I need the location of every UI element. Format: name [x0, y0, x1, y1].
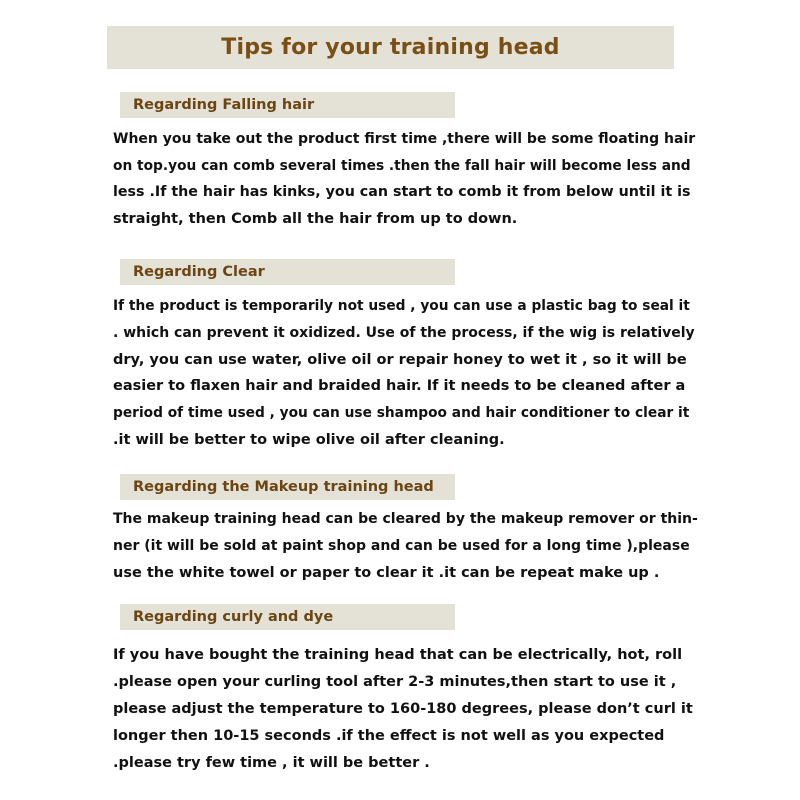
body-line: If the product is temporarily not used , you can use a plastic bag to seal it: [113, 298, 690, 314]
title-banner: [107, 26, 674, 69]
body-line: . which can prevent it oxidized. Use of the process, if the wig is relatively: [113, 324, 695, 341]
section-heading: Regarding the Makeup training head: [133, 479, 434, 495]
body-line: .please open your curling tool after 2-3 minutes,then start to use it ,: [113, 674, 677, 690]
body-line: If you have bought the training head that can be electrically, hot, roll: [113, 647, 683, 663]
body-line: use the white towel or paper to clear it .it can be repeat make up .: [113, 565, 660, 581]
section-body-clear: [113, 293, 699, 454]
body-line: The makeup training head can be cleared by the makeup remover or thin-: [113, 511, 698, 527]
body-line: .it will be better to wipe olive oil after cleaning.: [113, 431, 505, 448]
body-line: dry, you can use water, olive oil or repair honey to wet it , so it will be: [113, 351, 687, 368]
body-line: easier to flaxen hair and braided hair. If it needs to be cleaned after a: [113, 378, 686, 395]
body-line: When you take out the product first time ,there will be some floating hair: [113, 131, 696, 147]
body-line: please adjust the temperature to 160-180 degrees, please don’t curl it: [113, 701, 693, 717]
body-line: .please try few time , it will be better .: [113, 755, 430, 771]
body-line: longer then 10-15 seconds .if the effect is not well as you expected: [113, 728, 665, 744]
body-line: straight, then Comb all the hair from up to down.: [113, 210, 518, 227]
section-body-falling-hair: [113, 126, 699, 232]
section-heading: Regarding curly and dye: [133, 609, 334, 625]
body-line: period of time used , you can use shampoo and hair conditioner to clear it: [113, 405, 690, 422]
section-heading: Regarding Falling hair: [133, 97, 315, 113]
page-title: Tips for your training head: [221, 35, 560, 60]
section-heading: Regarding Clear: [133, 264, 265, 280]
section-body-curly-dye: [113, 642, 699, 777]
section-header-makeup: [120, 474, 455, 500]
body-line: on top.you can comb several times .then the fall hair will become less and: [113, 157, 691, 174]
section-body-makeup: [113, 506, 699, 587]
body-line: less .If the hair has kinks, you can start to comb it from below until it is: [113, 184, 691, 200]
body-line: ner (it will be sold at paint shop and can be used for a long time ),please: [113, 538, 690, 554]
section-header-curly-dye: [120, 604, 455, 630]
section-header-falling-hair: [120, 92, 455, 118]
section-header-clear: [120, 259, 455, 285]
